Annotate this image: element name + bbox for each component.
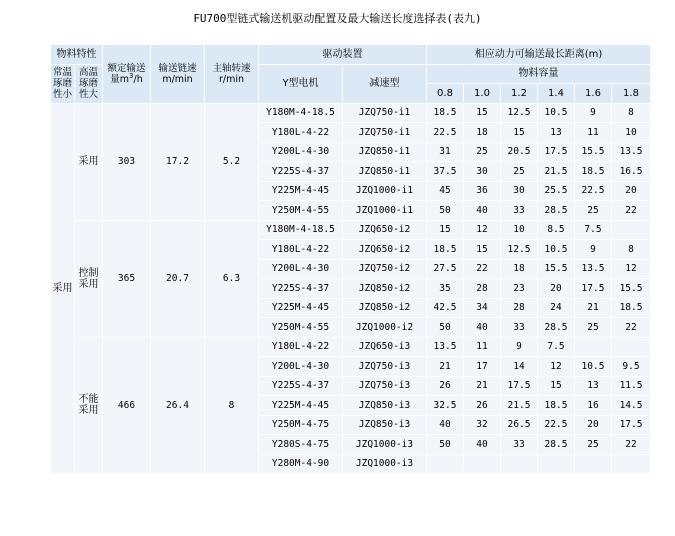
length-value-cell: 8 bbox=[612, 103, 651, 123]
length-value-cell: 18.5 bbox=[575, 162, 612, 182]
motor-type-header: Y型电机 bbox=[259, 64, 343, 103]
length-value-cell: 12 bbox=[612, 259, 651, 279]
reducer-cell: JZQ750-i3 bbox=[343, 376, 427, 396]
motor-cell: Y250M-4-75 bbox=[259, 415, 343, 435]
length-value-cell: 10.5 bbox=[538, 240, 575, 260]
capacity-header: 1.8 bbox=[612, 84, 651, 104]
length-value-cell: 16.5 bbox=[612, 162, 651, 182]
length-value-cell: 25 bbox=[575, 318, 612, 338]
length-value-cell: 11 bbox=[575, 123, 612, 143]
reducer-cell: JZQ850-i2 bbox=[343, 298, 427, 318]
reducer-cell: JZQ650-i2 bbox=[343, 220, 427, 240]
shaft-speed-header: 主轴转速 r/min bbox=[205, 45, 259, 104]
length-value-cell: 26.5 bbox=[501, 415, 538, 435]
capacity-header: 1.0 bbox=[464, 84, 501, 104]
length-value-cell: 21.5 bbox=[501, 396, 538, 416]
length-value-cell: 25 bbox=[464, 142, 501, 162]
length-value-cell: 18 bbox=[464, 123, 501, 143]
length-value-cell: 15 bbox=[464, 240, 501, 260]
motor-cell: Y180M-4-18.5 bbox=[259, 103, 343, 123]
length-value-cell: 18.5 bbox=[427, 103, 464, 123]
length-value-cell: 27.5 bbox=[427, 259, 464, 279]
length-value-cell bbox=[538, 454, 575, 474]
high-temp-cell: 采用 bbox=[75, 103, 103, 220]
length-value-cell: 25 bbox=[575, 435, 612, 455]
motor-cell: Y225M-4-45 bbox=[259, 298, 343, 318]
length-value-cell: 25 bbox=[575, 201, 612, 221]
reducer-cell: JZQ750-i3 bbox=[343, 357, 427, 377]
length-value-cell: 18.5 bbox=[612, 298, 651, 318]
length-value-cell: 15.5 bbox=[612, 279, 651, 299]
motor-cell: Y225M-4-45 bbox=[259, 181, 343, 201]
length-value-cell: 23 bbox=[501, 279, 538, 299]
length-value-cell: 30 bbox=[501, 181, 538, 201]
length-value-cell: 40 bbox=[464, 318, 501, 338]
length-value-cell: 17.5 bbox=[612, 415, 651, 435]
length-value-cell: 36 bbox=[464, 181, 501, 201]
motor-cell: Y180M-4-18.5 bbox=[259, 220, 343, 240]
reducer-cell: JZQ850-i1 bbox=[343, 142, 427, 162]
motor-cell: Y250M-4-55 bbox=[259, 201, 343, 221]
length-value-cell: 13.5 bbox=[427, 337, 464, 357]
shaft-speed-cell: 5.2 bbox=[205, 103, 259, 220]
length-value-cell: 40 bbox=[464, 435, 501, 455]
capacity-header: 1.2 bbox=[501, 84, 538, 104]
length-value-cell: 12 bbox=[464, 220, 501, 240]
normal-temp-cell: 采用 bbox=[51, 103, 75, 474]
reducer-cell: JZQ850-i2 bbox=[343, 279, 427, 299]
length-value-cell: 22 bbox=[464, 259, 501, 279]
length-value-cell: 42.5 bbox=[427, 298, 464, 318]
length-value-cell bbox=[464, 454, 501, 474]
high-temp-header: 高温 琢磨 性大 bbox=[75, 64, 103, 103]
length-value-cell: 9 bbox=[575, 240, 612, 260]
reducer-cell: JZQ1000-i1 bbox=[343, 201, 427, 221]
length-value-cell: 9.5 bbox=[612, 357, 651, 377]
length-value-cell: 9 bbox=[575, 103, 612, 123]
chain-speed-cell: 20.7 bbox=[151, 220, 205, 337]
motor-cell: Y200L-4-30 bbox=[259, 357, 343, 377]
reducer-cell: JZQ750-i2 bbox=[343, 259, 427, 279]
length-value-cell bbox=[575, 454, 612, 474]
reducer-cell: JZQ850-i3 bbox=[343, 396, 427, 416]
length-value-cell: 13 bbox=[575, 376, 612, 396]
length-value-cell bbox=[612, 337, 651, 357]
reducer-cell: JZQ650-i2 bbox=[343, 240, 427, 260]
length-value-cell: 34 bbox=[464, 298, 501, 318]
length-value-cell: 12.5 bbox=[501, 240, 538, 260]
length-value-cell: 9 bbox=[501, 337, 538, 357]
length-value-cell bbox=[427, 454, 464, 474]
motor-cell: Y280M-4-90 bbox=[259, 454, 343, 474]
length-value-cell: 33 bbox=[501, 435, 538, 455]
motor-cell: Y200L-4-30 bbox=[259, 142, 343, 162]
reducer-cell: JZQ850-i1 bbox=[343, 162, 427, 182]
length-value-cell: 10.5 bbox=[575, 357, 612, 377]
reducer-cell: JZQ750-i1 bbox=[343, 103, 427, 123]
reducer-cell: JZQ1000-i3 bbox=[343, 454, 427, 474]
length-value-cell: 15 bbox=[501, 123, 538, 143]
length-value-cell: 45 bbox=[427, 181, 464, 201]
motor-cell: Y280S-4-75 bbox=[259, 435, 343, 455]
header-row-1 bbox=[51, 45, 651, 65]
length-value-cell: 17.5 bbox=[538, 142, 575, 162]
reducer-cell: JZQ750-i1 bbox=[343, 123, 427, 143]
motor-cell: Y180L-4-22 bbox=[259, 337, 343, 357]
length-value-cell: 10 bbox=[501, 220, 538, 240]
length-value-cell: 18.5 bbox=[538, 396, 575, 416]
length-value-cell: 20 bbox=[612, 181, 651, 201]
length-value-cell: 17.5 bbox=[501, 376, 538, 396]
high-temp-cell: 控制 采用 bbox=[75, 220, 103, 337]
table-row bbox=[51, 103, 651, 123]
length-value-cell: 20 bbox=[538, 279, 575, 299]
length-value-cell: 40 bbox=[464, 201, 501, 221]
length-value-cell: 50 bbox=[427, 318, 464, 338]
rated-volume-cell: 303 bbox=[103, 103, 151, 220]
length-value-cell: 11.5 bbox=[612, 376, 651, 396]
material-capacity-header: 物料容量 bbox=[427, 64, 651, 84]
shaft-speed-cell: 8 bbox=[205, 337, 259, 474]
length-value-cell: 22.5 bbox=[575, 181, 612, 201]
length-value-cell: 21 bbox=[464, 376, 501, 396]
length-value-cell: 31 bbox=[427, 142, 464, 162]
length-value-cell: 25.5 bbox=[538, 181, 575, 201]
length-value-cell: 10 bbox=[612, 123, 651, 143]
length-value-cell: 30 bbox=[464, 162, 501, 182]
length-value-cell: 33 bbox=[501, 318, 538, 338]
selection-table bbox=[50, 44, 651, 474]
length-value-cell: 20 bbox=[575, 415, 612, 435]
length-value-cell: 32.5 bbox=[427, 396, 464, 416]
length-value-cell: 13.5 bbox=[612, 142, 651, 162]
motor-cell: Y225S-4-37 bbox=[259, 376, 343, 396]
length-value-cell: 17.5 bbox=[575, 279, 612, 299]
length-value-cell: 15.5 bbox=[538, 259, 575, 279]
motor-cell: Y180L-4-22 bbox=[259, 240, 343, 260]
length-value-cell: 21 bbox=[427, 357, 464, 377]
length-value-cell: 14.5 bbox=[612, 396, 651, 416]
length-value-cell: 13 bbox=[538, 123, 575, 143]
chain-speed-header: 输送链速 m/min bbox=[151, 45, 205, 104]
chain-speed-cell: 17.2 bbox=[151, 103, 205, 220]
length-value-cell: 32 bbox=[464, 415, 501, 435]
high-temp-cell: 不能 采用 bbox=[75, 337, 103, 474]
reducer-cell: JZQ650-i3 bbox=[343, 337, 427, 357]
length-value-cell: 14 bbox=[501, 357, 538, 377]
length-value-cell: 7.5 bbox=[575, 220, 612, 240]
length-value-cell bbox=[501, 454, 538, 474]
reducer-header: 减速型 bbox=[343, 64, 427, 103]
length-value-cell: 18 bbox=[501, 259, 538, 279]
motor-cell: Y200L-4-30 bbox=[259, 259, 343, 279]
motor-cell: Y225S-4-37 bbox=[259, 279, 343, 299]
length-value-cell: 28.5 bbox=[538, 201, 575, 221]
length-value-cell: 26 bbox=[427, 376, 464, 396]
length-value-cell: 50 bbox=[427, 201, 464, 221]
motor-cell: Y180L-4-22 bbox=[259, 123, 343, 143]
length-value-cell: 11 bbox=[464, 337, 501, 357]
length-value-cell: 37.5 bbox=[427, 162, 464, 182]
length-value-cell: 22 bbox=[612, 435, 651, 455]
length-value-cell: 12.5 bbox=[501, 103, 538, 123]
length-value-cell: 15 bbox=[538, 376, 575, 396]
length-value-cell bbox=[612, 220, 651, 240]
table-row bbox=[51, 337, 651, 357]
length-value-cell: 7.5 bbox=[538, 337, 575, 357]
table-row bbox=[51, 220, 651, 240]
length-value-cell: 15 bbox=[464, 103, 501, 123]
length-value-cell: 21 bbox=[575, 298, 612, 318]
max-length-header: 相应动力可输送最长距离(m) bbox=[427, 45, 651, 65]
length-value-cell bbox=[575, 337, 612, 357]
length-value-cell: 12 bbox=[538, 357, 575, 377]
material-property-header: 物料特性 bbox=[51, 45, 103, 65]
length-value-cell: 22.5 bbox=[427, 123, 464, 143]
reducer-cell: JZQ1000-i3 bbox=[343, 435, 427, 455]
shaft-speed-cell: 6.3 bbox=[205, 220, 259, 337]
length-value-cell bbox=[612, 454, 651, 474]
rated-volume-header: 额定输送 量$m^3/h$ bbox=[103, 45, 151, 104]
normal-temp-header: 常温 琢磨 性小 bbox=[51, 64, 75, 103]
reducer-cell: JZQ1000-i1 bbox=[343, 181, 427, 201]
length-value-cell: 50 bbox=[427, 435, 464, 455]
motor-cell: Y225S-4-37 bbox=[259, 162, 343, 182]
page-title: FU700型链式输送机驱动配置及最大输送长度选择表(表九) bbox=[193, 12, 482, 25]
length-value-cell: 24 bbox=[538, 298, 575, 318]
length-value-cell: 33 bbox=[501, 201, 538, 221]
length-value-cell: 13.5 bbox=[575, 259, 612, 279]
length-value-cell: 21.5 bbox=[538, 162, 575, 182]
reducer-cell: JZQ850-i3 bbox=[343, 415, 427, 435]
length-value-cell: 28.5 bbox=[538, 435, 575, 455]
length-value-cell: 40 bbox=[427, 415, 464, 435]
length-value-cell: 25 bbox=[501, 162, 538, 182]
length-value-cell: 15 bbox=[427, 220, 464, 240]
length-value-cell: 22 bbox=[612, 318, 651, 338]
length-value-cell: 22 bbox=[612, 201, 651, 221]
length-value-cell: 22.5 bbox=[538, 415, 575, 435]
capacity-header: 0.8 bbox=[427, 84, 464, 104]
length-value-cell: 26 bbox=[464, 396, 501, 416]
motor-cell: Y250M-4-55 bbox=[259, 318, 343, 338]
length-value-cell: 18.5 bbox=[427, 240, 464, 260]
length-value-cell: 28 bbox=[501, 298, 538, 318]
drive-unit-header: 驱动装置 bbox=[259, 45, 427, 65]
capacity-header: 1.6 bbox=[575, 84, 612, 104]
motor-cell: Y225M-4-45 bbox=[259, 396, 343, 416]
rated-volume-cell: 365 bbox=[103, 220, 151, 337]
chain-speed-cell: 26.4 bbox=[151, 337, 205, 474]
rated-volume-cell: 466 bbox=[103, 337, 151, 474]
length-value-cell: 17 bbox=[464, 357, 501, 377]
length-value-cell: 28 bbox=[464, 279, 501, 299]
reducer-cell: JZQ1000-i2 bbox=[343, 318, 427, 338]
capacity-header: 1.4 bbox=[538, 84, 575, 104]
length-value-cell: 10.5 bbox=[538, 103, 575, 123]
length-value-cell: 16 bbox=[575, 396, 612, 416]
length-value-cell: 15.5 bbox=[575, 142, 612, 162]
length-value-cell: 20.5 bbox=[501, 142, 538, 162]
length-value-cell: 8.5 bbox=[538, 220, 575, 240]
length-value-cell: 35 bbox=[427, 279, 464, 299]
length-value-cell: 28.5 bbox=[538, 318, 575, 338]
length-value-cell: 8 bbox=[612, 240, 651, 260]
